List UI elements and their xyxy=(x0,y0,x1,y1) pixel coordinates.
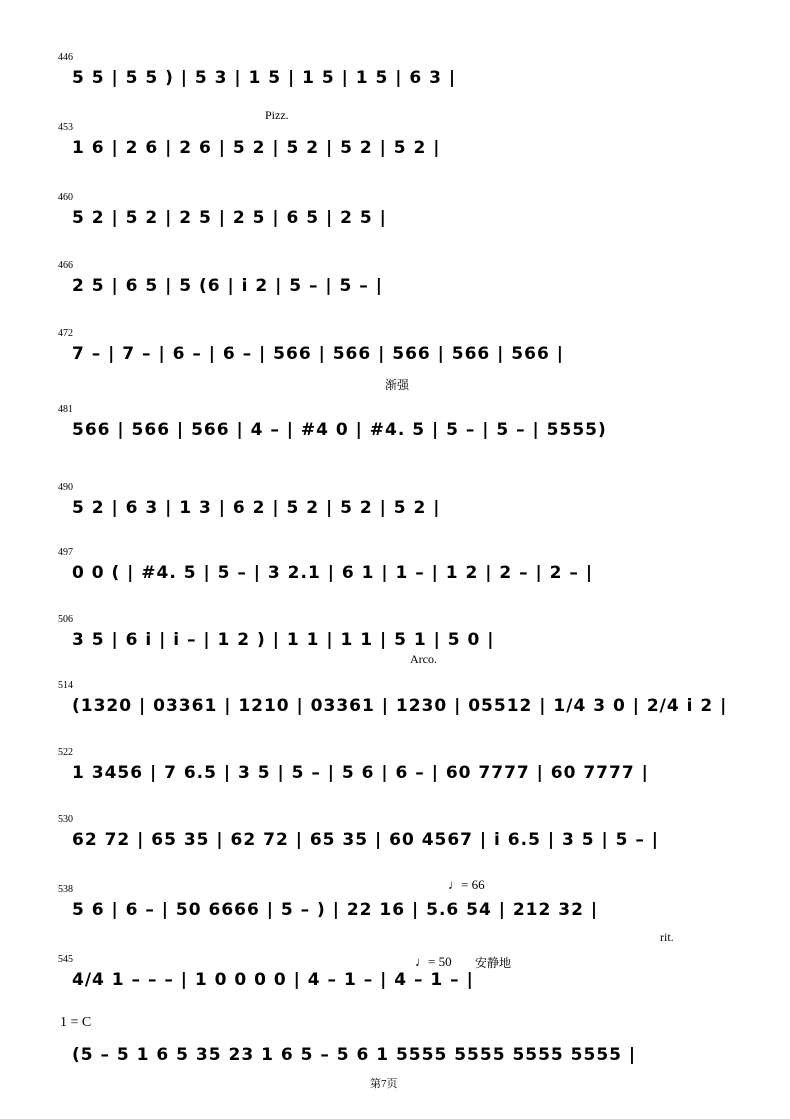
pizz-marking: Pizz. xyxy=(265,108,289,122)
measure-number: 545 xyxy=(58,954,73,965)
system-460 xyxy=(0,192,790,260)
measure-number: 453 xyxy=(58,122,73,133)
measure-number: 466 xyxy=(58,260,73,271)
notation-line: 3 5 | 6 i | i – | 1 2 ) | 1 1 | 1 1 | 5 1 | 5 0 | xyxy=(72,630,495,650)
notation-line: 5 6 | 6 – | 50 6666 | 5 – ) | 22 16 | 5.6 54 | 212 32 | xyxy=(72,900,599,920)
measure-number: 538 xyxy=(58,884,73,895)
system-472 xyxy=(0,328,790,396)
system-514 xyxy=(0,680,790,748)
system-506 xyxy=(0,614,790,682)
measure-number: 490 xyxy=(58,482,73,493)
system-481 xyxy=(0,404,790,472)
notation-line: 5 2 | 5 2 | 2 5 | 2 5 | 6 5 | 2 5 | xyxy=(72,208,387,228)
notation-line: 1 3456 | 7 6.5 | 3 5 | 5 – | 5 6 | 6 – | 60 7777 | 60 7777 | xyxy=(72,763,649,783)
system-490 xyxy=(0,482,790,550)
measure-number: 506 xyxy=(58,614,73,625)
measure-number: 460 xyxy=(58,192,73,203)
measure-number: 472 xyxy=(58,328,73,339)
notation-line: 7 – | 7 – | 6 – | 6 – | 566 | 566 | 566 | 566 | 566 | xyxy=(72,344,564,364)
system-530 xyxy=(0,814,790,882)
measure-number: 514 xyxy=(58,680,73,691)
notation-line: 62 72 | 65 35 | 62 72 | 65 35 | 60 4567 | i 6.5 | 3 5 | 5 – | xyxy=(72,830,659,850)
system-497 xyxy=(0,547,790,615)
notation-line: (5 – 5 1 6 5 35 23 1 6 5 – 5 6 1 5555 5555 5555 5555 | xyxy=(72,1045,637,1065)
measure-number: 497 xyxy=(58,547,73,558)
page-number: 第7页 xyxy=(370,1078,398,1090)
notation-line: (1320 | 03361 | 1210 | 03361 | 1230 | 05512 | 1/4 3 0 | 2/4 i 2 | xyxy=(72,696,728,716)
tempo-marking-50: ♩= 50 xyxy=(415,954,452,969)
measure-number: 446 xyxy=(58,52,73,63)
measure-number: 530 xyxy=(58,814,73,825)
notation-line: 4/4 1 – – – | 1 0 0 0 0 | 4 – 1 – | 4 – 1 – | xyxy=(72,970,474,990)
system-522 xyxy=(0,747,790,815)
notation-line: 5 2 | 6 3 | 1 3 | 6 2 | 5 2 | 5 2 | 5 2 | xyxy=(72,498,441,518)
expression-marking: 安静地 xyxy=(475,956,512,970)
system-538 xyxy=(0,884,790,952)
notation-line: 1 6 | 2 6 | 2 6 | 5 2 | 5 2 | 5 2 | 5 2 | xyxy=(72,138,441,158)
system-453 xyxy=(0,122,790,190)
crescendo-marking: 渐强 xyxy=(385,378,410,392)
rit-marking: rit. xyxy=(660,930,674,944)
notation-line: 566 | 566 | 566 | 4 – | #4 0 | #4. 5 | 5 – | 5 – | 5555) xyxy=(72,420,607,440)
tempo-marking-66: ♩= 66 xyxy=(448,877,485,892)
notation-line: 2 5 | 6 5 | 5 (6 | i 2 | 5 – | 5 – | xyxy=(72,276,383,296)
system-466 xyxy=(0,260,790,328)
notation-line: 0 0 ( | #4. 5 | 5 – | 3 2.1 | 6 1 | 1 – | 1 2 | 2 – | 2 – | xyxy=(72,563,594,583)
measure-number: 522 xyxy=(58,747,73,758)
measure-number: 481 xyxy=(58,404,73,415)
system-446 xyxy=(0,52,790,122)
notation-line: 5 5 | 5 5 ) | 5 3 | 1 5 | 1 5 | 1 5 | 6 3 | xyxy=(72,68,457,88)
arco-marking: Arco. xyxy=(410,652,437,666)
key-signature: 1 = C xyxy=(60,1015,92,1030)
